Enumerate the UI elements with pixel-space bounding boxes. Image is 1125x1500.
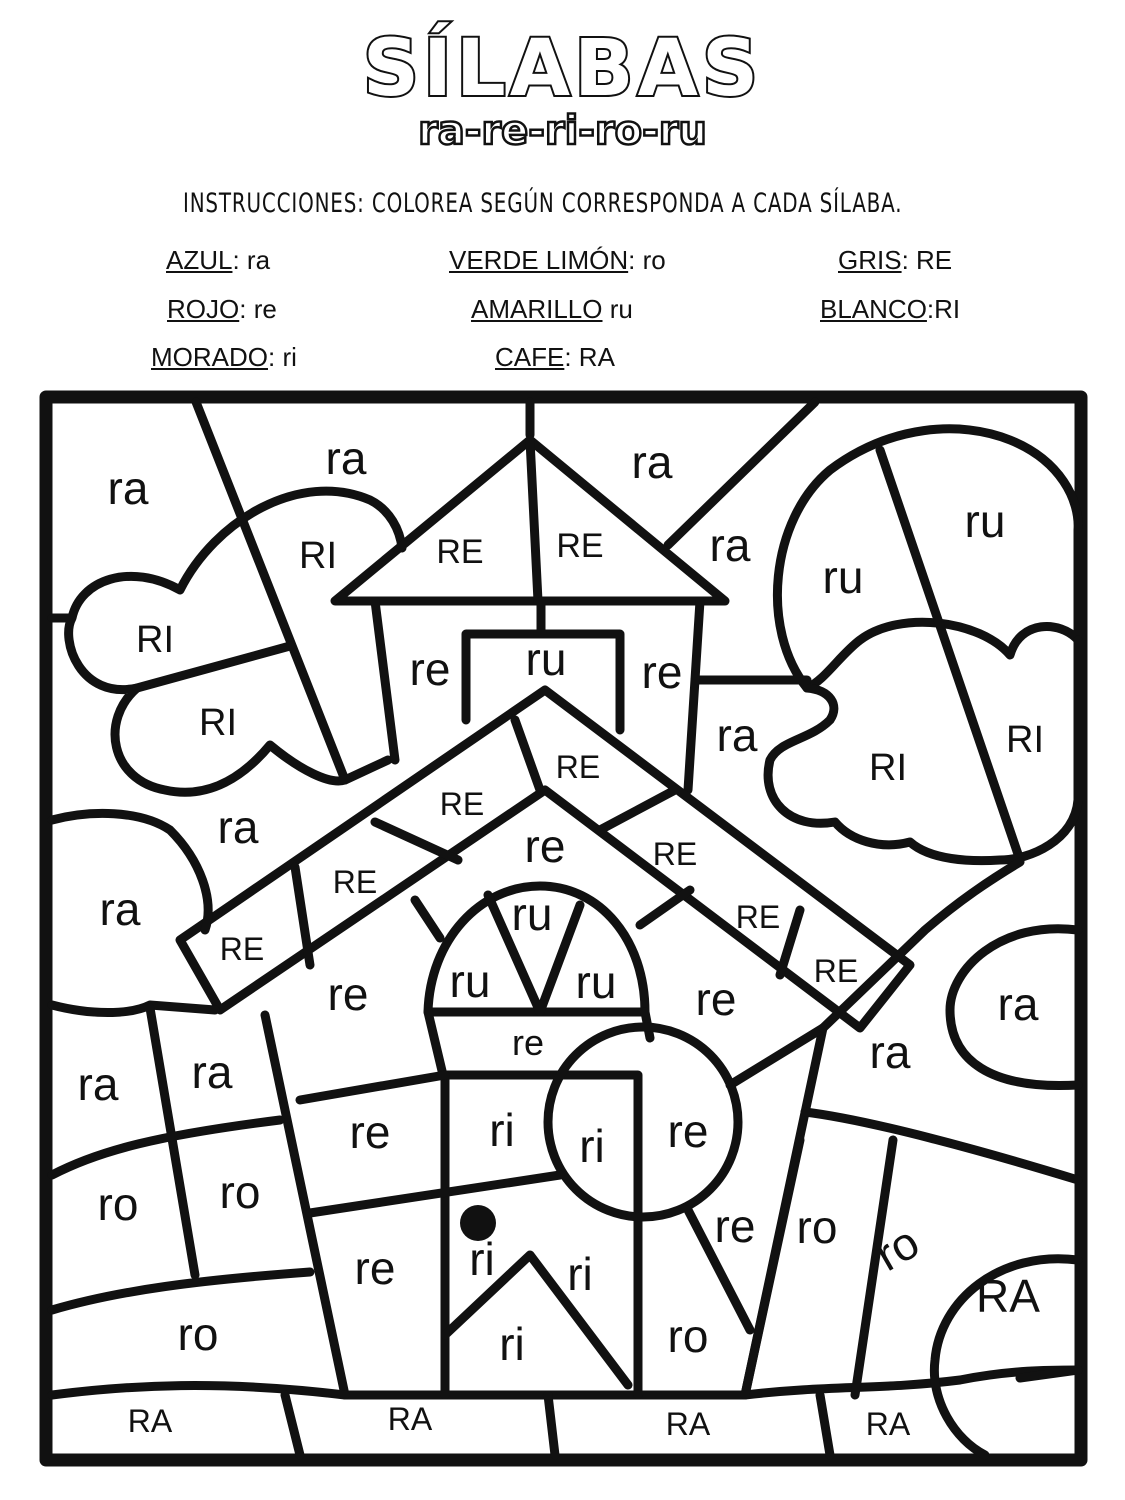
color-key-morado: MORADO: ri	[151, 342, 297, 372]
color-key-color: ROJO	[167, 294, 240, 324]
region-label: ra	[997, 978, 1039, 1030]
color-key-verde-limon: VERDE LIMÓN: ro	[449, 245, 666, 275]
region-label: ra	[77, 1058, 119, 1110]
region-label: RE	[436, 533, 484, 571]
region-label: RE	[556, 527, 604, 565]
region-label: ra	[631, 436, 673, 488]
color-key-syllable: RA	[578, 342, 615, 372]
color-key-syllable: ro	[642, 245, 666, 275]
color-key-gris: GRIS: RE	[838, 245, 953, 275]
region-label: re	[354, 1242, 396, 1294]
color-key-color: AMARILLO	[471, 294, 603, 324]
region-label: ri	[567, 1248, 593, 1300]
color-key-color: GRIS	[838, 245, 902, 275]
worksheet-title: SÍLABAS	[362, 24, 763, 114]
region-label: RE	[555, 749, 601, 785]
region-label: re	[349, 1106, 391, 1158]
region-label: RA	[387, 1401, 433, 1437]
color-key-cafe: CAFE: RA	[495, 342, 615, 372]
region-label: ri	[499, 1318, 525, 1370]
region-label: RE	[439, 786, 485, 822]
region-label: re	[641, 646, 683, 698]
region-label: RA	[976, 1270, 1040, 1322]
color-key-color: MORADO	[151, 342, 268, 372]
region-label: ra	[99, 883, 141, 935]
region-label: ru	[449, 955, 491, 1007]
region-label: RE	[652, 836, 698, 872]
region-label: RI	[136, 619, 174, 661]
color-key-syllable: RE	[916, 245, 953, 275]
region-label: ro	[796, 1201, 838, 1253]
region-label: re	[714, 1200, 756, 1252]
color-key-color: AZUL	[166, 245, 233, 275]
instructions-text: INSTRUCCIONES: COLOREA SEGÚN CORRESPONDA A CADA SÍLABA.	[183, 188, 903, 219]
color-key-rojo: ROJO: re	[167, 294, 277, 324]
region-label: RE	[813, 953, 859, 989]
region-label: RI	[299, 535, 337, 577]
region-label: ra	[709, 519, 751, 571]
region-label: re	[327, 968, 369, 1020]
region-label: ro	[219, 1166, 261, 1218]
region-label: ri	[579, 1120, 605, 1172]
region-label: RA	[127, 1403, 173, 1439]
region-label: ru	[964, 495, 1006, 547]
region-label: ra	[869, 1026, 911, 1078]
region-label: ro	[866, 1215, 928, 1281]
region-label: re	[524, 820, 566, 872]
region-label: ru	[511, 888, 553, 940]
region-label: ra	[325, 432, 367, 484]
region-label: ru	[575, 956, 617, 1008]
color-key-color: VERDE LIMÓN	[449, 245, 629, 275]
region-label: ra	[217, 801, 259, 853]
worksheet-subtitle: ra-re-ri-ro-ru	[418, 108, 707, 154]
region-label: ro	[667, 1310, 709, 1362]
region-label: RA	[665, 1406, 711, 1442]
region-label: ra	[107, 462, 149, 514]
region-label: ri	[489, 1104, 515, 1156]
region-label: ru	[822, 551, 864, 603]
region-label: re	[409, 643, 451, 695]
region-label: re	[511, 1022, 545, 1063]
color-key-color: BLANCO	[820, 294, 927, 324]
region-label: RA	[865, 1406, 911, 1442]
region-label: ro	[177, 1308, 219, 1360]
color-key-blanco: BLANCO:RI	[820, 294, 961, 324]
color-key-color: CAFE	[495, 342, 565, 372]
region-label: re	[695, 973, 737, 1025]
region-label: ra	[716, 709, 758, 761]
region-label: RE	[735, 899, 781, 935]
region-label: re	[667, 1105, 709, 1157]
region-label: RI	[869, 747, 907, 789]
region-label: ru	[525, 633, 567, 685]
region-label: ri	[469, 1233, 495, 1285]
region-label: RE	[332, 864, 378, 900]
color-key-syllable: ra	[246, 245, 271, 275]
region-label: ra	[191, 1046, 233, 1098]
color-key-syllable: ru	[609, 294, 633, 324]
color-key-syllable: ri	[282, 342, 297, 372]
region-label: ro	[97, 1178, 139, 1230]
color-key-azul: AZUL: ra	[166, 245, 271, 275]
region-label: RE	[219, 931, 265, 967]
region-label: RI	[1006, 719, 1044, 761]
color-key-syllable: re	[253, 294, 277, 324]
color-key-syllable: RI	[934, 294, 961, 324]
region-label: RI	[199, 702, 237, 744]
